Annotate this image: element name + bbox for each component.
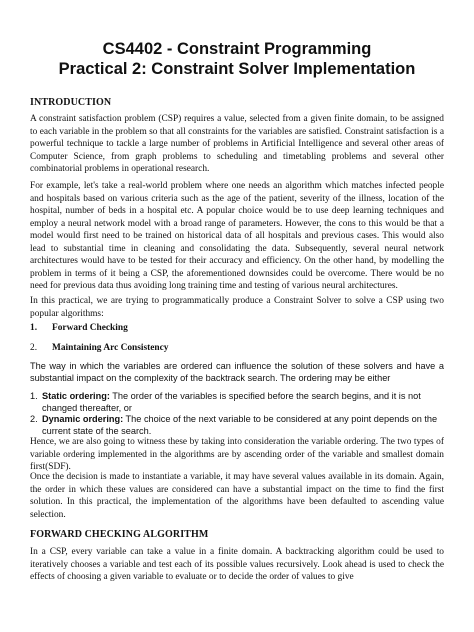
intro-paragraph-5: Hence, we are also going to witness these by taking into consideration the variable ordering. The two types of variable ordering implemented in the algorithms are by ascending order of the variable and smallest domain first(SDF).: [30, 437, 444, 472]
intro-paragraph-6: Once the decision is made to instantiate a variable, it may have several values available in its domain. Again, the order in which these values are considered can have a substantial impact on the time to find the first solution. In this practical, the implementation of the algorithms have been defaulted to ascending value selection.: [30, 472, 444, 520]
ordering-paragraph: The way in which the variables are ordered can influence the solution of these solvers and have a substantial impact on the complexity of the backtrack search. The ordering may be either: [30, 361, 444, 383]
ordering-item-static-term: Static ordering:: [42, 391, 110, 401]
forward-checking-paragraph-1: In a CSP, every variable can take a value in a finite domain. A backtracking algorithm could be used to iteratively chooses a variable and test each of its possible values recursively. Look ahead is used to check the effects of choosing a given variable to evaluate or to decide the order of values to give: [30, 547, 444, 582]
algorithm-item-1: [30, 323, 444, 333]
intro-paragraph-1: A constraint satisfaction problem (CSP) requires a value, selected from a given finite domain, to be assigned to each variable in the problem so that all constraints for the variables are satisfied. Constraint satisfaction is a powerful technique to tackle a large number of problems in Artificial Intelligence and several other areas of Computer Science, from graph problems to scheduling and timetabling problems and several other combinatorial problems in operational research.: [30, 114, 444, 174]
intro-paragraph-3: In this practical, we are trying to programmatically produce a Constraint Solver to solve a CSP using two popular algorithms:: [30, 296, 444, 319]
document-title: CS4402 - Constraint Programming: [102, 40, 372, 58]
ordering-item-static: [30, 391, 444, 414]
section-heading-forward-checking: FORWARD CHECKING ALGORITHM: [30, 529, 209, 540]
ordering-item-dynamic: [30, 414, 444, 437]
intro-paragraph-2: For example, let's take a real-world problem where one needs an algorithm which matches infected people and hospitals based on various criteria such as the age of the patient, severity of the illness, location of the hospital, number of beds in a hospital etc. A popular choice would be to use deep learning techniques and employ a neural network model with a broad range of parameters. However, the cons to this would be that a model would first need to be trained on historical data of all hospitals and previous cases. This would also lead to substantial time in cleaning and consolidating the data. Subsequently, several neural network architectures would have to be tested for their accuracy and efficiency. On the other hand, by modelling the problem in terms of it being a CSP, the aforementioned downsides could be overcome. There would be no need for previous data thus avoiding long training time and testing of various neural architectures.: [30, 181, 444, 291]
ordering-item-dynamic-number: 2.: [30, 414, 38, 424]
algorithm-item-2: [30, 343, 444, 353]
ordering-item-dynamic-desc: The choice of the next variable to be considered at any point depends on the current state of the search.: [42, 414, 438, 436]
ordering-item-dynamic-term: Dynamic ordering:: [42, 414, 124, 424]
algorithm-item-1-label: Forward Checking: [52, 323, 128, 333]
algorithm-item-2-label: Maintaining Arc Consistency: [52, 343, 169, 353]
algorithm-item-1-number: 1.: [30, 323, 38, 333]
document-subtitle: Practical 2: Constraint Solver Implementation: [58, 60, 416, 78]
ordering-item-static-desc: The order of the variables is specified before the search begins, and it is not changed thereafter, or: [42, 391, 421, 413]
section-heading-introduction: INTRODUCTION: [30, 97, 112, 108]
algorithm-item-2-number: 2.: [30, 343, 38, 353]
ordering-item-static-number: 1.: [30, 391, 38, 401]
